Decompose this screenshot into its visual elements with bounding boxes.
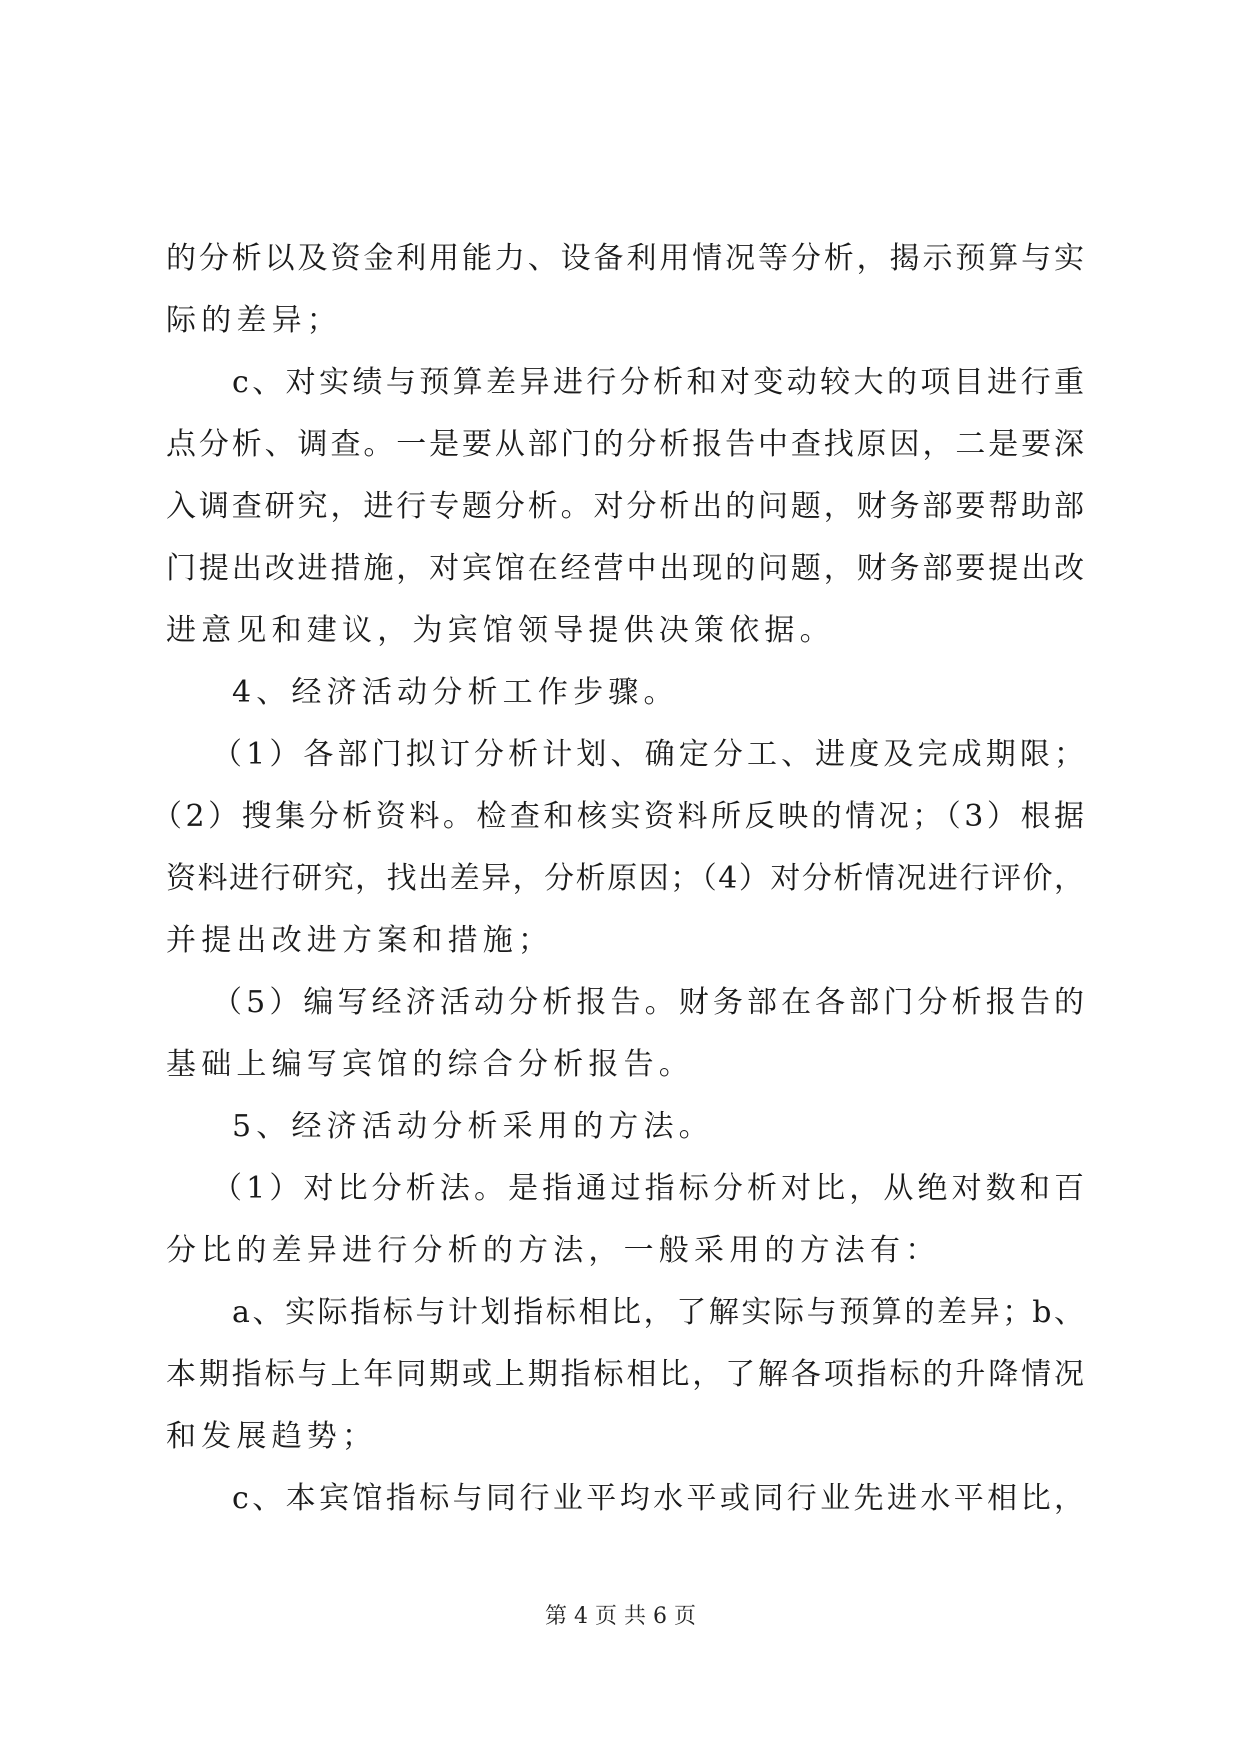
text-line: 并提出改进方案和措施； <box>166 923 554 958</box>
text-line: 门提出改进措施，对宾馆在经营中出现的问题，财务部要提出改 <box>166 551 1084 586</box>
text-line: 点分析、调查。一是要从部门的分析报告中查找原因，二是要深 <box>166 427 1084 462</box>
text-line: （5）编写经济活动分析报告。财务部在各部门分析报告的 <box>212 985 1084 1020</box>
text-line: c、本宾馆指标与同行业平均水平或同行业先进水平相比， <box>232 1481 1084 1516</box>
text-line: （2）搜集分析资料。检查和核实资料所反映的情况；（3）根据 <box>152 799 1084 834</box>
text-line: 5、经济活动分析采用的方法。 <box>232 1109 714 1144</box>
text-line: 分比的差异进行分析的方法，一般采用的方法有： <box>166 1233 941 1268</box>
page-footer: 第 4 页 共 6 页 <box>545 1604 696 1629</box>
text-line: 际的差异； <box>166 303 342 338</box>
text-line: 和发展趋势； <box>166 1419 378 1454</box>
text-line: c、对实绩与预算差异进行分析和对变动较大的项目进行重 <box>232 365 1084 400</box>
text-line: 本期指标与上年同期或上期指标相比，了解各项指标的升降情况 <box>166 1357 1084 1392</box>
text-line: 进意见和建议，为宾馆领导提供决策依据。 <box>166 613 835 648</box>
body-text <box>152 228 1084 1530</box>
text-line: （1）各部门拟订分析计划、确定分工、进度及完成期限； <box>212 737 1084 772</box>
text-line: 入调查研究，进行专题分析。对分析出的问题，财务部要帮助部 <box>166 489 1084 524</box>
text-line: a、实际指标与计划指标相比，了解实际与预算的差异；b、 <box>232 1295 1084 1330</box>
text-line: （1）对比分析法。是指通过指标分析对比，从绝对数和百 <box>212 1171 1084 1206</box>
text-line: 基础上编写宾馆的综合分析报告。 <box>166 1047 694 1082</box>
text-line: 4、经济活动分析工作步骤。 <box>232 675 679 710</box>
text-line: 的分析以及资金利用能力、设备利用情况等分析，揭示预算与实 <box>166 241 1084 276</box>
text-line: 资料进行研究，找出差异，分析原因；（4）对分析情况进行评价， <box>166 861 1084 896</box>
